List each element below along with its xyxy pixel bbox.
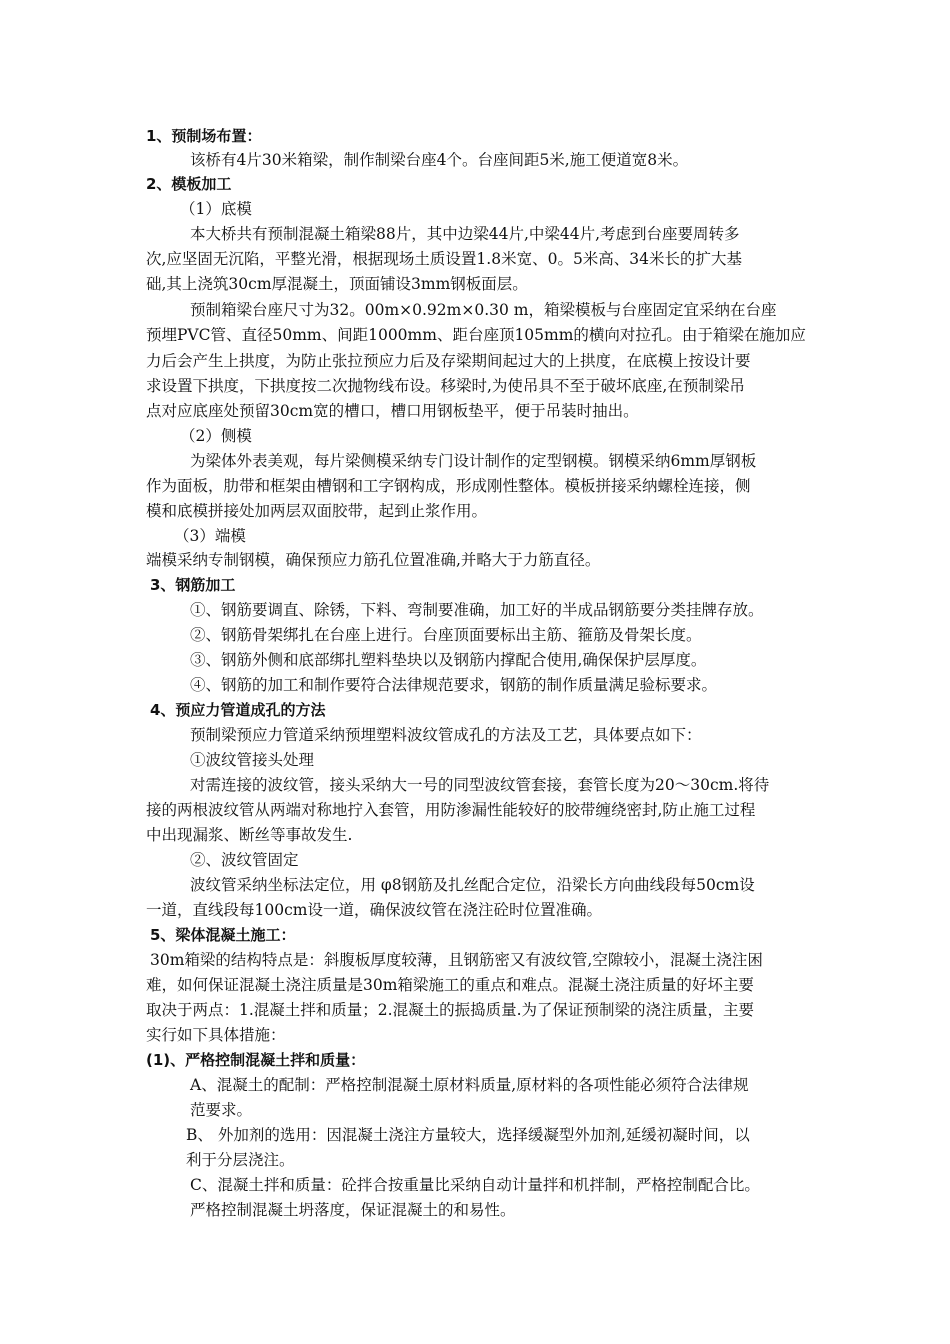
- paragraph-line: 严格控制混凝土坍落度，保证混凝土的和易性。: [190, 1201, 516, 1219]
- paragraph-line: 模和底模拼接处加两层双面胶带，起到止浆作用。: [146, 502, 488, 520]
- list-item: ①、钢筋要调直、除锈，下料、弯制要准确，加工好的半成品钢筋要分类挂牌存放。: [190, 601, 764, 619]
- paragraph-line: 实行如下具体措施：: [146, 1026, 286, 1044]
- paragraph-line: 点对应底座处预留30cm宽的槽口，槽口用钢板垫平，便于吊装时抽出。: [146, 402, 639, 420]
- paragraph-line: 难，如何保证混凝土浇注质量是30m箱梁施工的重点和难点。混凝土浇注质量的好坏主要: [146, 976, 754, 994]
- paragraph-line: 该桥有4片30米箱梁，制作制梁台座4个。台座间距5米,施工便道宽8米。: [190, 151, 689, 169]
- list-item: B、 外加剂的选用：因混凝土浇注方量较大，选择缓凝型外加剂,延缓初凝时间，以: [186, 1126, 750, 1144]
- paragraph-line: 接的两根波纹管从两端对称地拧入套管，用防渗漏性能较好的胶带缠绕密封,防止施工过程: [146, 801, 756, 819]
- subsection-heading-mixing-quality: (1)、严格控制混凝土拌和质量：: [146, 1051, 366, 1069]
- paragraph-line: 端模采纳专制钢模，确保预应力筋孔位置准确,并略大于力筋直径。: [146, 551, 601, 569]
- paragraph-line: 求设置下拱度，下拱度按二次抛物线布设。移梁时,为使吊具不至于破坏底座,在预制梁吊: [146, 377, 745, 395]
- paragraph-line: 为梁体外表美观，每片梁侧模采纳专门设计制作的定型钢模。钢模采纳6mm厚钢板: [190, 452, 757, 470]
- paragraph-line: 本大桥共有预制混凝土箱梁88片，其中边梁44片,中梁44片,考虑到台座要周转多: [190, 225, 740, 243]
- section-heading-3: 3、钢筋加工: [150, 576, 236, 594]
- list-item: ③、钢筋外侧和底部绑扎塑料垫块以及钢筋内撑配合使用,确保保护层厚度。: [190, 651, 707, 669]
- paragraph-line: 利于分层浇注。: [186, 1151, 295, 1169]
- paragraph-line: 波纹管采纳坐标法定位，用 φ8钢筋及扎丝配合定位，沿梁长方向曲线段每50cm设: [190, 876, 755, 894]
- paragraph-line: 次,应坚固无沉陷，平整光滑，根据现场土质设置1.8米宽、0。5米高、34米长的扩大基: [146, 250, 743, 268]
- paragraph-line: 预制梁预应力管道采纳预埋塑料波纹管成孔的方法及工艺，具体要点如下：: [190, 726, 702, 744]
- section-heading-5: 5、梁体混凝土施工：: [150, 926, 296, 944]
- section-heading-2: 2、模板加工: [146, 175, 232, 193]
- list-item: ②、钢筋骨架绑扎在台座上进行。台座顶面要标出主筋、箍筋及骨架长度。: [190, 626, 702, 644]
- subsection-heading-side-form: （2）侧模: [180, 427, 252, 445]
- paragraph-line: 范要求。: [190, 1101, 253, 1119]
- paragraph-line: 30m箱梁的结构特点是：斜腹板厚度较薄，且钢筋密又有波纹管,空隙较小，混凝土浇注困: [150, 951, 763, 969]
- paragraph-line: 对需连接的波纹管，接头采纳大一号的同型波纹管套接，套管长度为20～30cm.将待: [190, 776, 770, 794]
- subsection-heading-joint: ①波纹管接头处理: [190, 751, 315, 769]
- paragraph-line: 础,其上浇筑30cm厚混凝土，顶面铺设3mm钢板面层。: [146, 275, 528, 293]
- paragraph-line: 作为面板，肋带和框架由槽钢和工字钢构成，形成刚性整体。模板拼接采纳螺栓连接，侧: [146, 477, 751, 495]
- paragraph-line: 中出现漏浆、断丝等事故发生.: [146, 826, 353, 844]
- paragraph-line: 一道，直线段每100cm设一道，确保波纹管在浇注砼时位置准确。: [146, 901, 602, 919]
- subsection-heading-end-form: （3）端模: [174, 527, 246, 545]
- list-item: C、混凝土拌和质量：砼拌合按重量比采纳自动计量拌和机拌制，严格控制配合比。: [190, 1176, 760, 1194]
- list-item: A、混凝土的配制：严格控制混凝土原材料质量,原材料的各项性能必须符合法律规: [190, 1076, 749, 1094]
- section-heading-4: 4、预应力管道成孔的方法: [150, 701, 326, 719]
- paragraph-line: 预埋PVC管、直径50mm、间距1000mm、距台座顶105mm的横向对拉孔。由于箱梁在施加应: [146, 326, 806, 344]
- subsection-heading-fixing: ②、波纹管固定: [190, 851, 299, 869]
- list-item: ④、钢筋的加工和制作要符合法律规范要求，钢筋的制作质量满足验标要求。: [190, 676, 718, 694]
- paragraph-line: 预制箱梁台座尺寸为32。00m×0.92m×0.30 m，箱梁模板与台座固定宜采纳在台座: [190, 301, 777, 319]
- section-heading-1: 1、预制场布置：: [146, 127, 262, 145]
- paragraph-line: 取决于两点：1.混凝土拌和质量；2.混凝土的振捣质量.为了保证预制梁的浇注质量，主要: [146, 1001, 755, 1019]
- paragraph-line: 力后会产生上拱度，为防止张拉预应力后及存梁期间起过大的上拱度，在底模上按设计要: [146, 352, 751, 370]
- subsection-heading-bottom-form: （1）底模: [180, 200, 252, 218]
